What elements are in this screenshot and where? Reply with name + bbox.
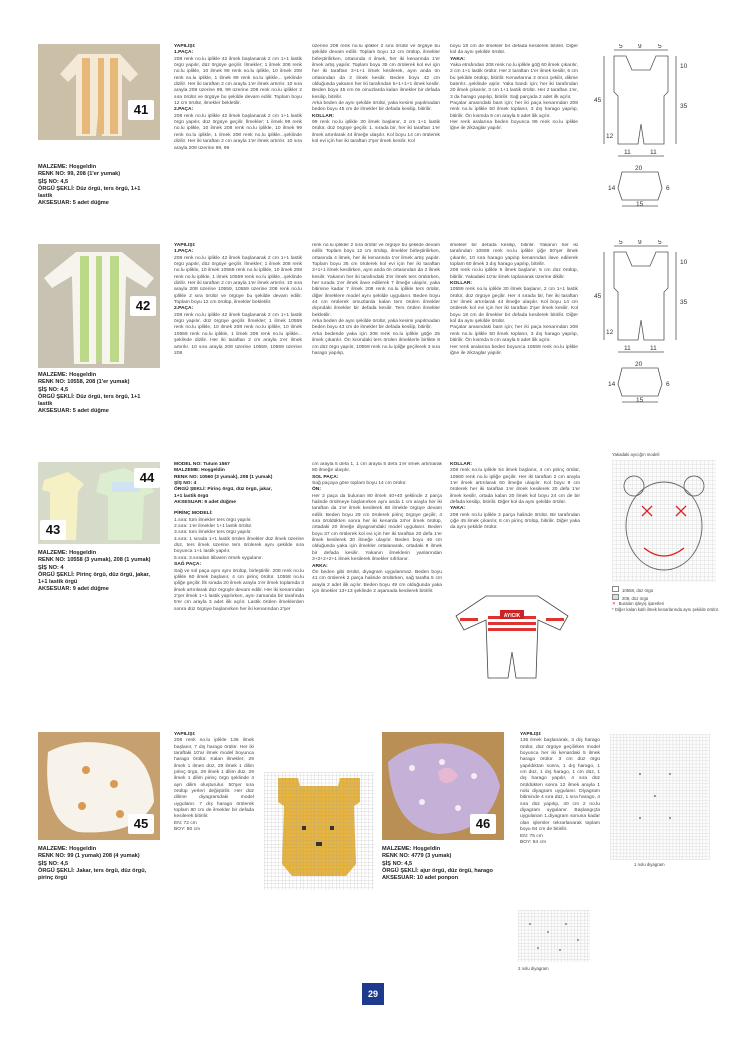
chart-caption: Yakadaki ayıcığın modeli (612, 452, 660, 457)
material-block: MALZEME: Hoşgeldin RENK NO: 99 (1 yumak) 208 (4 yumak) ŞİŞ NO: 4,5 ÖRGÜ ŞEKLİ: Jakar, ters örgü, düz örgü, pirinç örgü (38, 846, 147, 882)
svg-text:11: 11 (624, 345, 631, 352)
svg-text:AYICIK: AYICIK (503, 613, 521, 619)
svg-text:35: 35 (680, 299, 688, 306)
pattern-schematic (592, 44, 712, 208)
romper-sketch (452, 590, 574, 682)
instruction-column: renk no.lu iplikler 2 sıra örülür ve örgüye bu şekilde devam edilir. Toplam boyu 12 cm örülüp, ilmekler birleştirilirken, ortasında 4 ilmek, her iki kenarında 1'er ilmek artış yapılır. Toplam boyu 35 cm örülerek kol evi için her iki taraftan 3+1+1 ilmek kesilirken, ayın anda ön ortasından da 2 ilmek kesilir. Yakanın her iki tarafındaki 3'er ilmek ters örülürken, her sırada 1'er ilmek ilave edilerek 7 ilmeğe ulaşılır, yaka bitimine kadar 7 ilmek 208 renk no.lu iplikle ters örülür, diğer ilmeklere model aynı şekilde uygulanır. Beden boyu 44 cm örülerek omuzlarda kalan ters örülen ilmekler dışındaki ilmekler bir defada kesilir. Ters örülen ilmekler bekletilir. Arka beden de aynı şekilde örülür, yaka kesimi yapılmadan beden boyu 43 cm de ilmekler bir defada kesilip, bitirilir. Arka bedende yaka için 208 renk no.lu iplikle göğe 25 ilmek çıkarılır. Ön kısmdaki ters örülen ilmeklerle birlikte 8 cm düz örgü yapılır, 10559 renk no.lu ipliğe geçilerek 3 sıra harago yapılıp, (312, 243, 440, 356)
instruction-column: KOLLAR: 208 renk no.lu iplikle 54 ilmek başlanır, 4 cm pirinç örülür, 10560 renk no.lu ipliğe geçilir. Her iki taraftan 2 cm arayla 1'er ilmek artırılarak 60 ilmeğe ulaşılır. Kol boyu 9 cm örülerek her iki taraftan 1'er ilmek kesilerek 20 defa 1'er ilmek kesilir, ortada kalan 20 ilmek kol boyu 24 cm de bir defada kesilip, bitirilir. Diğer kol da aynı şekilde örülür. YAKA: 208 renk no.lu iplikle 2 parça halinde örülür. Bir tarafından çiğe 45 ilmek çıkarılır, 8 cm pirinç örülüp, bitirilir. Diğer yaka da aynı şekilde örülür. (450, 462, 580, 531)
svg-text:14: 14 (608, 381, 616, 388)
svg-text:5: 5 (658, 44, 662, 50)
material-block: MALZEME: Hoşgeldin RENK NO: 10558 (3 yumak), 208 (1 yumak) ŞİŞ NO: 4 ÖRGÜ ŞEKLİ: Pirinç örgü, düz örgü, jakar, 1+1 lastik örgü AKSESUAR: 9 adet düğme (38, 550, 151, 593)
instruction-column: üzerine 208 renk no.lu iplikler 2 sıra örülür ve örgüye bu şekilde devam edilir. Toplam boyu 12 cm örülüp, ilmekler birleştirilirken, ortasında 4 ilmek, her iki kenarında 1'er ilmek artış yapılır. Toplam boyu 35 cm örülerek kol evi için her iki taraftan 3+1+1 ilmek kesilerek, ayın anda ön ortasından da 2 ilmek kesilir. Beden boyu 42 cm olduğunda yakanın her iki tarafından 5+1+1+1 ilmek kesilir. Beden boyu 45 cm ön omuzlarda kalan ilmekler bir defada kesilip, bitirilir. Arka beden de aynı şekilde örülür, yaka kesimi yapılmadan beden boyu 45 cm de ilmekler bir defada kesilip, bitirilir. KOLLAR: 99 renk no.lu iplikle 30 ilmek başlanır, 2 cm 1+1 lastik örülür, düz örgüye geçilir. 1. sırada bir, her iki taraftan 1'er ilmek artırılarak 44 ilmeğe ulaşılır. Kol boyu 14 cm örülerek kol evi için her iki taraftan 2'şer ilmek kesilir. Kol (312, 44, 440, 145)
instruction-column: MODEL NO: Tulum 1567 MALZEME: Hoşgeldin RENK NO: 10560 (3 yumak), 208 (1 yumak) ŞİŞ NO: 4 ÖRGÜ ŞEKLİ: Pirinç örgü, düz örgü, jakar, 1+1 lastik örgü AKSESUAR: 9 adet düğme PİRİNÇ MODELİ: 1.sıra: tüm ilmekler ters örgü yapılır. 2.sıra: 1'er ilmekler 1+1 lastik örülür. 3.sıra: tüm ilmekler ters örgü yapılır. 4.sıra: 1 sırada 1+1 lastik örülen ilmekler düz ilmek üzerine düz, ters ilmek üzerine ters örülerek aynı şekilde sıra boyunca 1+1 lastik yapılır. 5.sıra: 3.sıradan itibaren örnek uygulanır. SAĞ PAÇA: Sağ ve sol paça aynı aynı örülüp, birleştirilir. 208 renk no.lu iplikle 60 ilmek başlanır, 4 cm pirinç örülür. 10558 no.lu ipliğe geçilir. İlk sırada 20 ilmek arayla 1'er ilmek toplamda 3 ilmek artırılarak düz örgüyle devam edilir. Her iki kenarından 2'şer ilmek 1+1 lastik yapılırken, aynı zamanda bir tarafında 5'er cm arayla 3 adet ilik açılır. Lastik örülen ilmeklerden sonra düz örgüye başlanırken her iki kenarından 2'şer (174, 462, 304, 612)
svg-text:5: 5 (619, 240, 623, 246)
svg-text:5: 5 (658, 240, 662, 246)
svg-text:6: 6 (666, 381, 670, 388)
pattern-schematic (592, 240, 712, 404)
model-number-badge: 43 (40, 520, 66, 540)
svg-text:14: 14 (608, 185, 616, 192)
chart-legend: 10558, düz örgü 208, düz örgü ✕ Buraları işleyiş işaretleri * Diğer kalan katlı ilmek kenarlarında aynı şekilde örülür. (612, 588, 719, 612)
svg-text:10: 10 (680, 63, 688, 70)
svg-text:12: 12 (606, 329, 614, 336)
page-number: 29 (362, 983, 384, 1005)
diagram-caption: 2 nolu diyagram (518, 966, 549, 971)
model-number-badge: 45 (128, 814, 154, 834)
photo-model-41 (38, 44, 160, 140)
svg-text:15: 15 (636, 397, 644, 404)
model-number-badge: 41 (128, 100, 154, 120)
instruction-column: boyu 18 cm de ilmekler bir defada kesilerek bitirilir. Diğer kol da aynı şekilde örülür. YAKA: Yaka etrafından 208 renk no.lu iplikle göğ 60 ilmek çıkarılır, 2 cm 1+1 lastik örülür. Her 2 taraftan 1'er ilmek kesilir, 6 cm bu şekilde örülüp, bitirilir. Kenarlarına 3 öncü çekilir, dikme batırılır...şeklinde aşılır. Yaka bandı için; her iki tarafından 20 ilmek çıkarılır, 3 cm 1+1 lastik örülür. Her 2 taraftan 1'er, 3 da harago yapılıp, bitirilir. Sağ parçada 2 adet ilk açılır. Paçalar arasındaki bant için; her iki paça kenarından 208 renk no.lu iplikle 50 ilmek toplanır, 3 dış harago yapılıp, bitirilir. Ön kısmda 5 cm arayla 5 adet ilik açılır. Her renk aralarına beden boyunca 99 renk no.lu iplikle iğne ile zikzaglar yapılır. (450, 44, 578, 132)
material-block: MALZEME: Hoşgeldin RENK NO: 10558, 208 (1'er yumak) ŞİŞ NO: 4,5 ÖRGÜ ŞEKLİ: Düz örgü, ters örgü, 1+1 lastik AKSESUAR: 5 adet düğme (38, 372, 141, 415)
material-block: MALZEME: Hoşgeldin RENK NO: 99, 208 (1'er yumak) ŞİŞ NO: 4,5 ÖRGÜ ŞEKLİ: Düz örgü, ters örgü, 1+1 lastik AKSESUAR: 5 adet düğme (38, 164, 141, 207)
instruction-column: YAPILIŞI: 1.PAÇA: 208 renk no.lu iplikle 42 ilmek başlanarak 2 cm 1+1 lastik örgü yapılır, düz örgüye geçilir. İlmekler; 1 ilmek 208 renk no.lu iplikle, 10 ilmek 10559 renk no.lu iplikle, 10 ilmek 208 renk no.lu iplikle, 1 ilmek 10559 renk no.lu iplikle...şeklinde dizilir. Her iki taraftan 2 cm arayla 1'er ilmek artırılır. 10 sıra arayla 208 üzerine 10559, 10559 üzerine 208 renk no.lu iplikle 2 sıra örülür ve örgüye bu şekilde devam edilir. Toplam boyu 12 cm örülüp, ilmekler bekletilir. 2.PAÇA: 208 renk no.lu iplikle 42 ilmek başlanarak 2 cm 1+1 lastik örgü yapılır, düz örgüye geçilir. İlmekler; 1 ilmek 10559 renk no.lu iplikle, 10 ilmek 208 renk no.lu iplikle, 10 ilmek 10559 renk no.lu iplikle, 1 ilmek 208 renk no.lu iplikle... şeklinde dizilir. Her iki taraftan 2 cm arayla 1'er ilmek artırılır. 10 sıra arayla 208 üzerine 10559, 10559 üzerine 208 (174, 243, 302, 356)
svg-text:5: 5 (619, 44, 623, 50)
svg-text:45: 45 (594, 293, 602, 300)
svg-text:12: 12 (606, 133, 614, 140)
svg-text:11: 11 (650, 149, 657, 156)
svg-text:10: 10 (680, 259, 688, 266)
model-number-badge: 42 (130, 296, 156, 316)
svg-text:6: 6 (666, 185, 670, 192)
teddy-grid-chart (264, 772, 374, 890)
svg-text:11: 11 (624, 149, 631, 156)
svg-text:11: 11 (650, 345, 657, 352)
svg-text:20: 20 (635, 361, 643, 368)
instruction-column: YAPILIŞI: 136 ilmek başlanarak, 3 dış harago örülür, düz örgüye geçilirken model boyunca her iki kenardaki 5 ilmek harago örülür. 3 cm düz örgü yapıldıktan sonra, 1 dış harago, 1 cm düz, 1 dış harago, 1 cm düz, 1 dış harago yapılır, 4 sıra düz örüldükten sonra 12 ilmek arayla 1 nolu diyagram uygulanır. Diyagram bitiminde 4 sıra düz, 1 sıra harago, 4 sıra düz yapılıp, 40 cm 2 no.lu diyagram uygulanır. Başlangıçta uygulanan 1.diyagram sonuna kadar olan işlemler tekrarlanarak toplam boyu 84 cm de bitirilir. EN: 75 cm BOY: 84 cm (520, 732, 600, 845)
stitch-diagram-2 (518, 910, 590, 962)
svg-text:35: 35 (680, 103, 688, 110)
bear-grid-chart (612, 460, 716, 582)
diagram-caption: 1 nolu diyagram (634, 862, 665, 867)
instruction-column: YAPILIŞI: 208 renk no.lu iplikle 136 ilmek başlanır, 7 dış harago örülür. Her iki taraftaki 10'ar ilmek model boyunca harago örülür. Kalan ilmekler; 29 ilmek 1 ilmen düz, 29 ilmek 1 dilim pirinç örgü, 29 ilmek 1 dilim düz, 29 ilmek 1 dilim pirinç örgü şeklinde 4 ayrı dilim oluşturulur. 50'şer sıra örülüp yerleri değiştirilir. Her düz dilime diyagramdaki model uygulanır. 7 dış harago örülerek toplam 80 cm de ilmekler bir defada kesilerek bitirilir. EN: 72 cm BOY: 80 cm (174, 732, 254, 833)
svg-text:9: 9 (638, 240, 642, 246)
model-number-badge: 44 (134, 468, 160, 488)
svg-text:9: 9 (638, 44, 642, 50)
model-number-badge: 46 (470, 814, 496, 834)
stitch-diagram-1 (610, 734, 710, 860)
svg-text:15: 15 (636, 201, 644, 208)
material-block: MALZEME: Hoşgeldin RENK NO: 4779 (3 yumak) ŞİŞ NO: 4,5 ÖRGÜ ŞEKLİ: ajur örgü, düz örgü, harago AKSESUAR: 10 adet ponpon (382, 846, 493, 882)
instruction-column: cm arayla 5 defa 1, 1 cm arayla 5 defa 1'er ilmek artırılarak 80 ilmeğe ulaşılır. SOL PAÇA: Sağ paçaya göre toplam boyu 14 cm örülür. ÖN: Her 2 paça da bulunan 80 ilmek 40+40 şeklinde 2 parça halinde örülmeye başlanırken aynı anda 1 cm arayla her iki taraftan da 1'er ilmek kesilerek 68 ilmekle örgüye devam edilir. Beden boyu 29 cm örülerek pirinç örgüye geçilir, 4 sıra örüldükten sonra her iki kenarda 24'er ilmek örülüp, ortadaki 20 ilmeğe diyagramdaki model uygulanır. Beden boyu 37 cm örülerek kol evi için her iki taraftan 20 defa 1'er ilmek kesilerek 30 ilmeğe ulaşılır. Beden boyu 46 cm olduğunda yaka için ilmekler ortalanarak, ortadaki 8 ilmek bir defada kesilir. Yakanın ilmeklerin yanlarından 3+2+2+2+1 ilmek kesilerek ilmekler sıfırlanır. ARKA: Ön beden gibi örülür, diyagram uygulanmaz. Beden boyu 41 cm örülerek 2 parça halinde örülürken, sağ tarafta 5 cm arayla 2 adet ilik açılır. Beden boyu 49 cm olduğunda yaka için ilmekler 13+13 şeklinde 2 aşamada kesilerek bitirilir. (312, 462, 442, 594)
instruction-column: ilmekler bir defada kesilip, bitirilir. Yakanın her iki tarafından 10559 renk no.lu iplikle çiğe 50'şer ilmek çıkarılır, 10 sıra harago yapılıp kenarından ilave edilerek toplam 60 ilmek 3 dış harago yapılıp, bitirilir. 208 renk no.lu iplikle 5 ilmek başlanır, 5 cm düz örülüp, bitirilir. Yakadaki 10'ar ilmek toplanarak üzerine dikilir. KOLLAR: 10559 renk no.lu iplikle 30 ilmek başlanır, 2 cm 1+1 lastik örülür, düz örgüye geçilir. Her 4 sırada bir, her iki taraftan 1'er ilmek artırılarak 44 ilmeğe ulaşılır. Kol boyu 14 cm örülerek kol evi için her iki taraftan 2'şer ilmek kesilir. Kol boyu 18 cm de ilmekler bir defada kesilerek bitirilir. Diğer kol da aynı şekilde örülür. Paçalar arasındaki bant için; her iki paça kenarından 208 renk no.lu iplikle 50 ilmek toplanır, 3 dış harago yapılıp, bitirilir. Ön kısmda 5 cm arayla 5 adet ilik açılır. Her renk aralarına beden boyunca 10559 renk no.lu iplikle iğne ile zikzaglar yapılır. (450, 243, 578, 356)
svg-text:20: 20 (635, 165, 643, 172)
instruction-column: YAPILIŞI: 1.PAÇA: 208 renk no.lu iplikle 42 ilmek başlanarak 2 cm 1+1 lastik örgü yapılır, düz örgüye geçilir. İlmekler; 1 ilmek 208 renk no.lu iplikle, 10 ilmek 99 renk no.lu iplikle, 10 ilmek 208 renk no.lu iplikle, 1 ilmek 99 renk no.lu iplikle... şeklinde dizilir. Her iki taraftan 2 cm arayla 1'er ilmek artırılır. 10 sıra arayla 208 üzerine 99, 99 üzerine 208 renk no.lu iplikler 2 sıra örülür ve örgüye bu şekilde devam edilir. Toplam boyu 12 cm örülür, ilmekler bekletilir. 2.PAÇA: 208 renk no.lu iplikle 42 ilmek başlanarak 2 cm 1+1 lastik örgü yapılır, düz örgüye geçilir. İlmekler; 1 ilmek 99 renk no.lu iplikle, 10 ilmek 208 renk no.lu iplikle, 10 ilmek 99 renk no.lu iplikle, 1 ilmek 208 renk no.lu iplikle...şeklinde dizilir. Her iki taraftan 2 cm arayla 1'er ilmek artırılır. 10 sıra arayla 208 üzerine 99, 99 (174, 44, 302, 151)
svg-text:45: 45 (594, 97, 602, 104)
